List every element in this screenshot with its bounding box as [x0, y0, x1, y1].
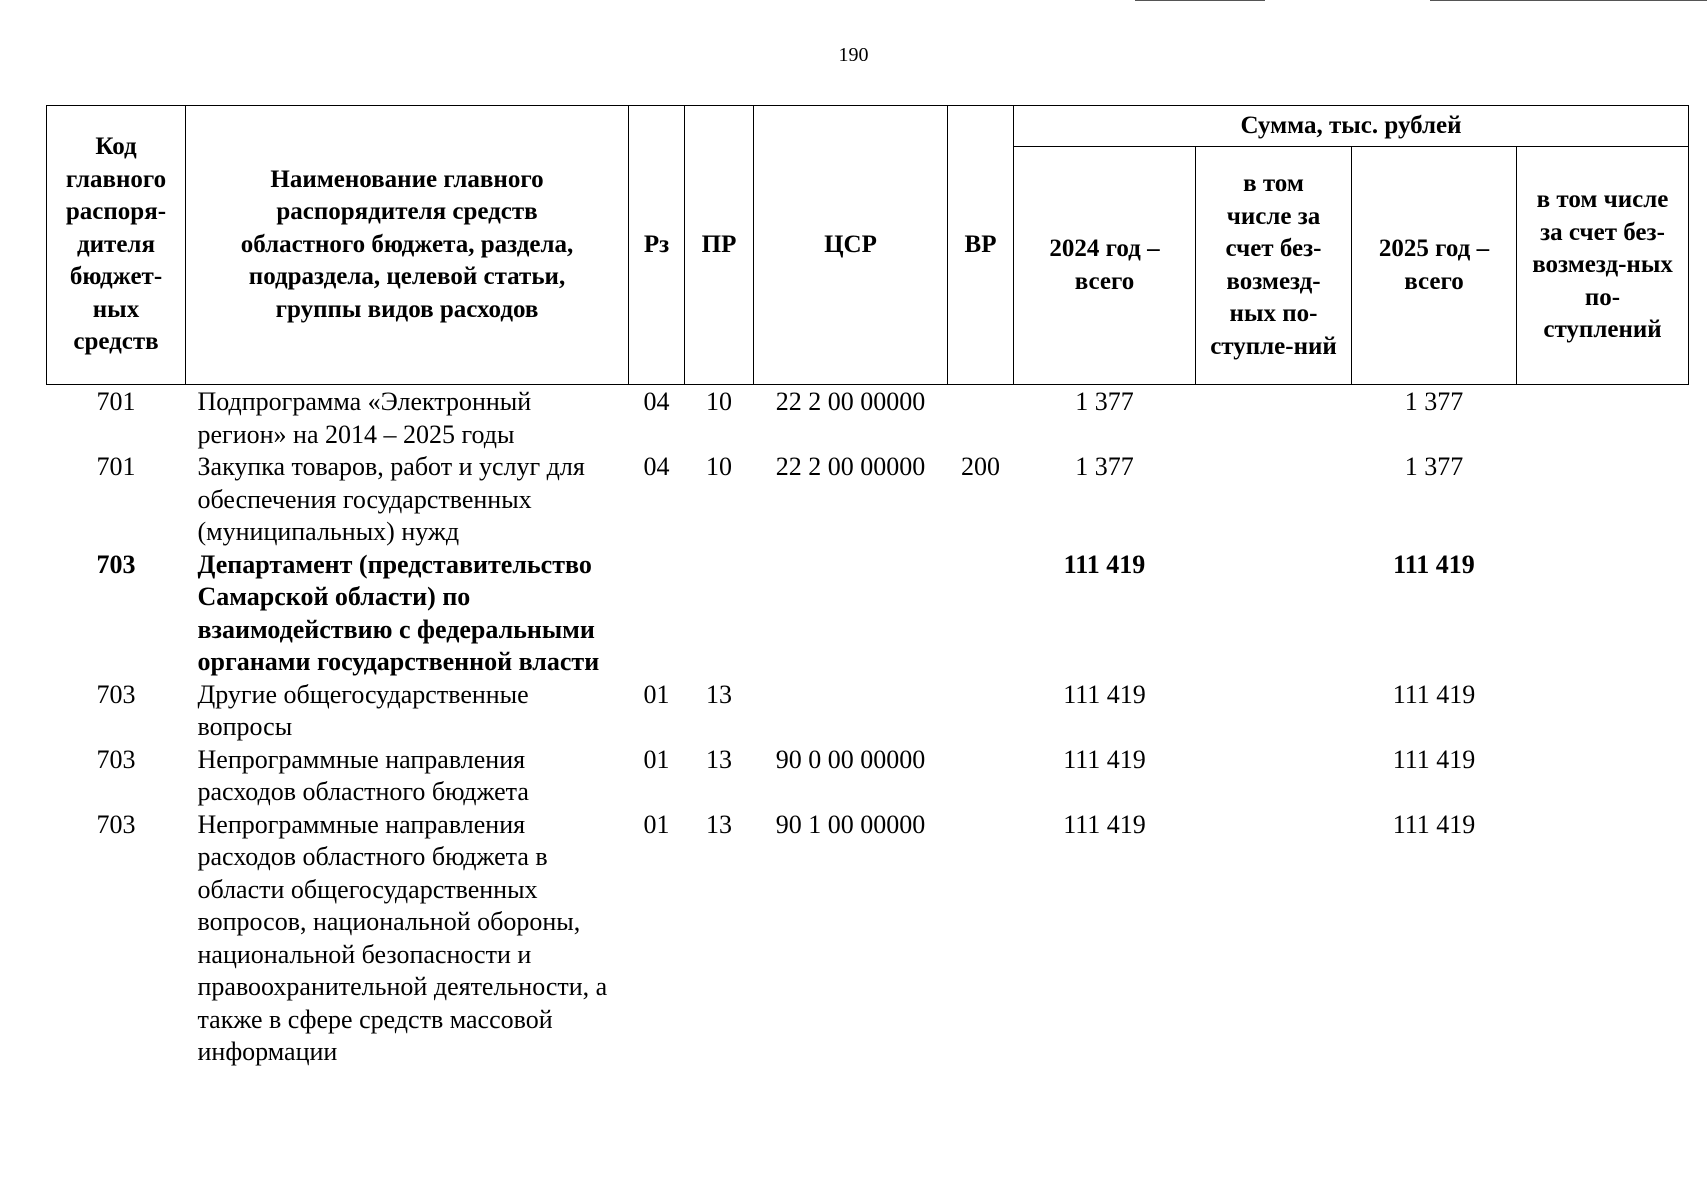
header-2024-total: 2024 год – всего [1014, 147, 1196, 385]
header-2025-free: в том числе за счет без-возмезд-ных по-ступлений [1517, 147, 1689, 385]
cell-name: Закупка товаров, работ и услуг для обеспечения государственных (муниципальных) нужд [197, 452, 585, 546]
cell-csr: 22 2 00 00000 [775, 387, 926, 416]
cell-2025-total: 111 419 [1392, 679, 1476, 709]
cell-rz: 01 [643, 809, 670, 839]
cell-csr: 22 2 00 00000 [775, 452, 926, 481]
cell-vr [948, 809, 1014, 1069]
cell-2024-total: 1 377 [1075, 387, 1134, 416]
cell-2024-total: 111 419 [1063, 679, 1146, 709]
table-row [47, 809, 1689, 1069]
table-row [47, 679, 1689, 744]
cell-2025-free [1517, 809, 1689, 1069]
cell-pr: 13 [706, 679, 732, 709]
cell-code: 703 [96, 679, 136, 709]
table-row [47, 744, 1689, 809]
cell-2025-total: 111 419 [1392, 744, 1476, 774]
cell-vr: 200 [961, 452, 1000, 481]
cell-vr [948, 679, 1014, 744]
cell-2025-free [1517, 744, 1689, 809]
cell-code: 703 [96, 809, 136, 839]
cell-rz: 01 [643, 679, 670, 709]
cell-2025-total: 1 377 [1404, 452, 1464, 481]
cell-2025-free [1517, 679, 1689, 744]
cell-rz [629, 549, 685, 679]
cell-code: 701 [96, 387, 136, 416]
cell-2025-free [1517, 549, 1689, 679]
cell-2024-total: 111 419 [1063, 549, 1146, 579]
table-row [47, 385, 1689, 452]
cell-2024-free [1196, 451, 1352, 549]
cell-csr [754, 679, 948, 744]
cell-2024-free [1196, 549, 1352, 679]
table-row [47, 549, 1689, 679]
cell-name: Департамент (представительство Самарской области) по взаимодействию с федеральными органами государственной власти [197, 549, 600, 676]
cell-csr [754, 549, 948, 679]
scan-edge-line [1430, 0, 1707, 1]
cell-2024-total: 1 377 [1075, 452, 1134, 481]
cell-vr [948, 744, 1014, 809]
cell-2024-free [1196, 744, 1352, 809]
cell-name: Непрограммные направления расходов областного бюджета [197, 744, 529, 806]
cell-name: Подпрограмма «Электронный регион» на 2014 – 2025 годы [197, 387, 532, 449]
cell-2024-free [1196, 385, 1352, 452]
header-2024-free: в том числе за счет без-возмезд-ных по-ступле-ний [1196, 147, 1352, 385]
cell-code: 701 [96, 452, 136, 481]
cell-2024-free [1196, 679, 1352, 744]
table-row [47, 451, 1689, 549]
cell-pr: 10 [706, 452, 732, 481]
cell-code: 703 [96, 744, 136, 774]
cell-2025-total: 111 419 [1392, 809, 1476, 839]
cell-name: Непрограммные направления расходов областного бюджета в области общегосударственных вопросов, национальной обороны, национальной безопасности и правоохранительной деятельности, а также в сфере средств массовой информации [197, 809, 608, 1066]
header-vr: ВР [948, 106, 1014, 385]
cell-2025-free [1517, 451, 1689, 549]
header-pr: ПР [685, 106, 754, 385]
cell-pr: 10 [706, 387, 732, 416]
cell-pr [685, 549, 754, 679]
scan-edge-line [1135, 0, 1265, 1]
cell-2025-total: 1 377 [1404, 387, 1464, 416]
cell-2025-total: 111 419 [1393, 549, 1475, 579]
cell-rz: 01 [643, 744, 670, 774]
table-header [47, 106, 1689, 385]
cell-vr [948, 385, 1014, 452]
page-number: 190 [838, 44, 869, 66]
cell-pr: 13 [706, 809, 732, 839]
cell-code: 703 [96, 549, 136, 579]
header-name: Наименование главного распорядителя средств областного бюджета, раздела, подраздела, целевой статьи, группы видов расходов [186, 106, 629, 385]
cell-csr: 90 0 00 00000 [775, 744, 926, 774]
table-body [47, 385, 1689, 1069]
cell-2024-total: 111 419 [1063, 744, 1146, 774]
cell-rz: 04 [643, 387, 670, 416]
budget-table [46, 105, 1689, 1069]
cell-vr [948, 549, 1014, 679]
cell-rz: 04 [643, 452, 670, 481]
cell-2024-free [1196, 809, 1352, 1069]
cell-csr: 90 1 00 00000 [775, 809, 926, 839]
cell-2025-free [1517, 385, 1689, 452]
cell-pr: 13 [706, 744, 732, 774]
header-rz: Рз [629, 106, 685, 385]
header-code: Код главного распоря-дителя бюджет-ных средств [47, 106, 186, 385]
cell-2024-total: 111 419 [1063, 809, 1146, 839]
header-sum-group: Сумма, тыс. рублей [1014, 106, 1689, 147]
header-2025-total: 2025 год – всего [1352, 147, 1517, 385]
cell-name: Другие общегосударственные вопросы [197, 679, 529, 741]
header-csr: ЦСР [754, 106, 948, 385]
